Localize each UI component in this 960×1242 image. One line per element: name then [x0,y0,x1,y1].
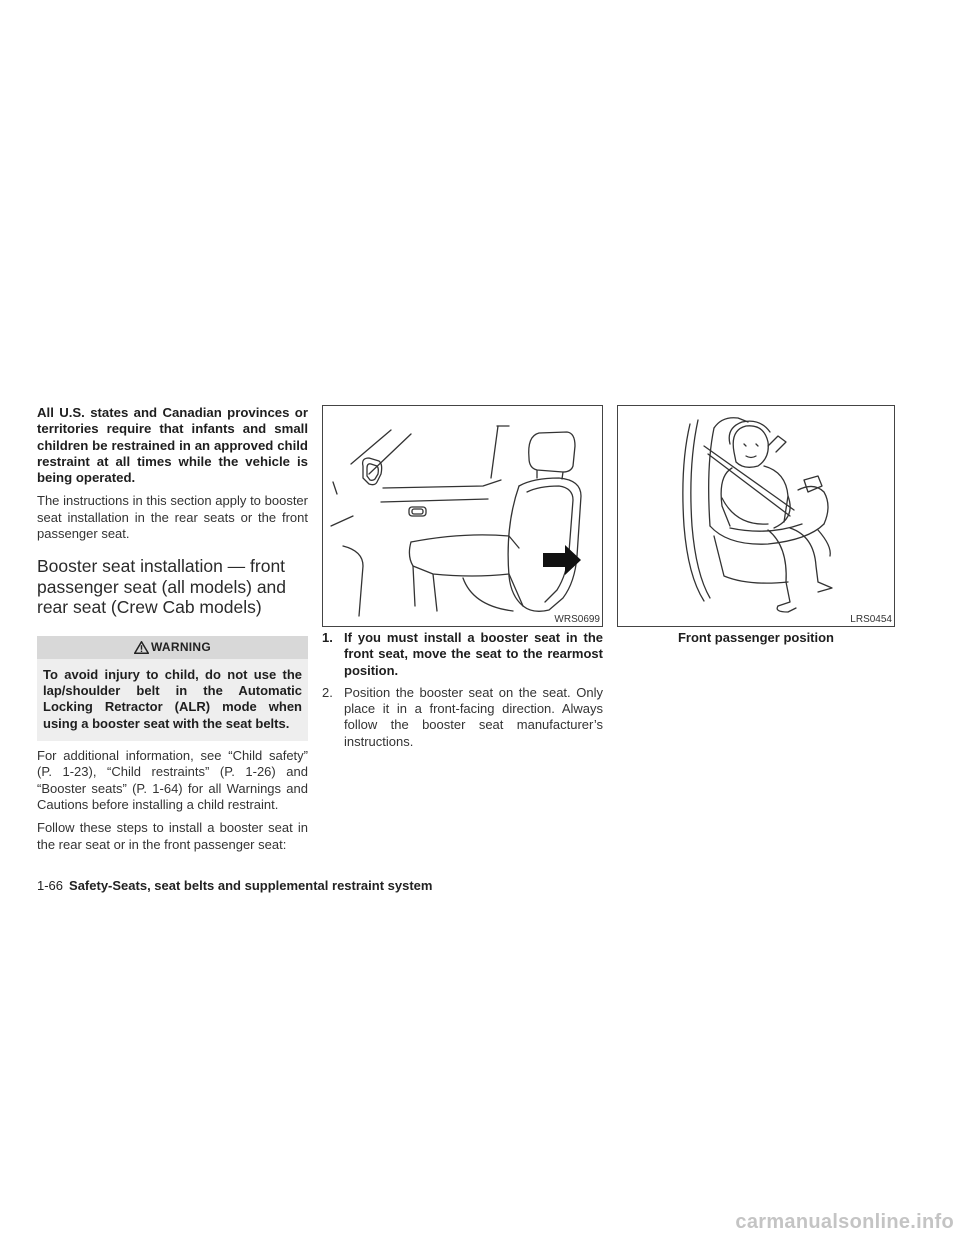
warning-triangle-icon [134,641,149,654]
step-text: Position the booster seat on the seat. Only place it in a front-facing direction. Always follow the booster seat manufacturer’s instructions. [344,684,603,749]
list-item [322,630,603,679]
section-title: Safety-Seats, seat belts and supplemental restraint system [69,878,433,893]
page-footer [37,878,432,893]
warning-header [37,636,308,659]
figure-code: LRS0454 [850,614,892,625]
step-text: If you must install a booster seat in the front seat, move the seat to the rearmost position. [344,630,603,678]
seat-illustration [322,405,603,627]
section-heading: Booster seat installation — front passenger seat (all models) and rear seat (Crew Cab models) [37,556,287,618]
warning-text: To avoid injury to child, do not use the lap/shoulder belt in the Automatic Locking Retractor (ALR) mode when using a booster seat with the seat belts. [37,659,308,741]
steps-list [322,630,603,750]
left-column [37,405,308,853]
watermark: carmanualsonline.info [735,1211,954,1233]
list-item [322,685,603,750]
steps-intro-paragraph: Follow these steps to install a booster seat in the rear seat or in the front passenger seat: [37,820,308,852]
scope-paragraph: The instructions in this section apply to booster seat installation in the rear seats or the front passenger seat. [37,493,308,542]
intro-paragraph: All U.S. states and Canadian provinces or territories require that infants and small children be restrained in an approved child restraint at all times while the vehicle is being operated. [37,405,308,486]
figure-caption: Front passenger position [677,630,834,645]
right-column [617,405,895,645]
step-number: 1. [322,630,333,645]
front-seat-drawing [323,406,602,626]
booster-seat-illustration [617,405,895,627]
step-number: 2. [322,684,333,700]
page-number: 1-66 [37,878,64,893]
warning-title: WARNING [150,640,212,655]
middle-column [322,405,603,750]
figure-code: WRS0699 [554,614,600,625]
child-in-booster-drawing [618,406,894,626]
warning-box [37,636,308,741]
reference-paragraph: For additional information, see “Child safety” (P. 1-23), “Child restraints” (P. 1-26) and “Booster seats” (P. 1-64) for all Warnings and Cautions before installing a child restraint. [37,748,308,812]
